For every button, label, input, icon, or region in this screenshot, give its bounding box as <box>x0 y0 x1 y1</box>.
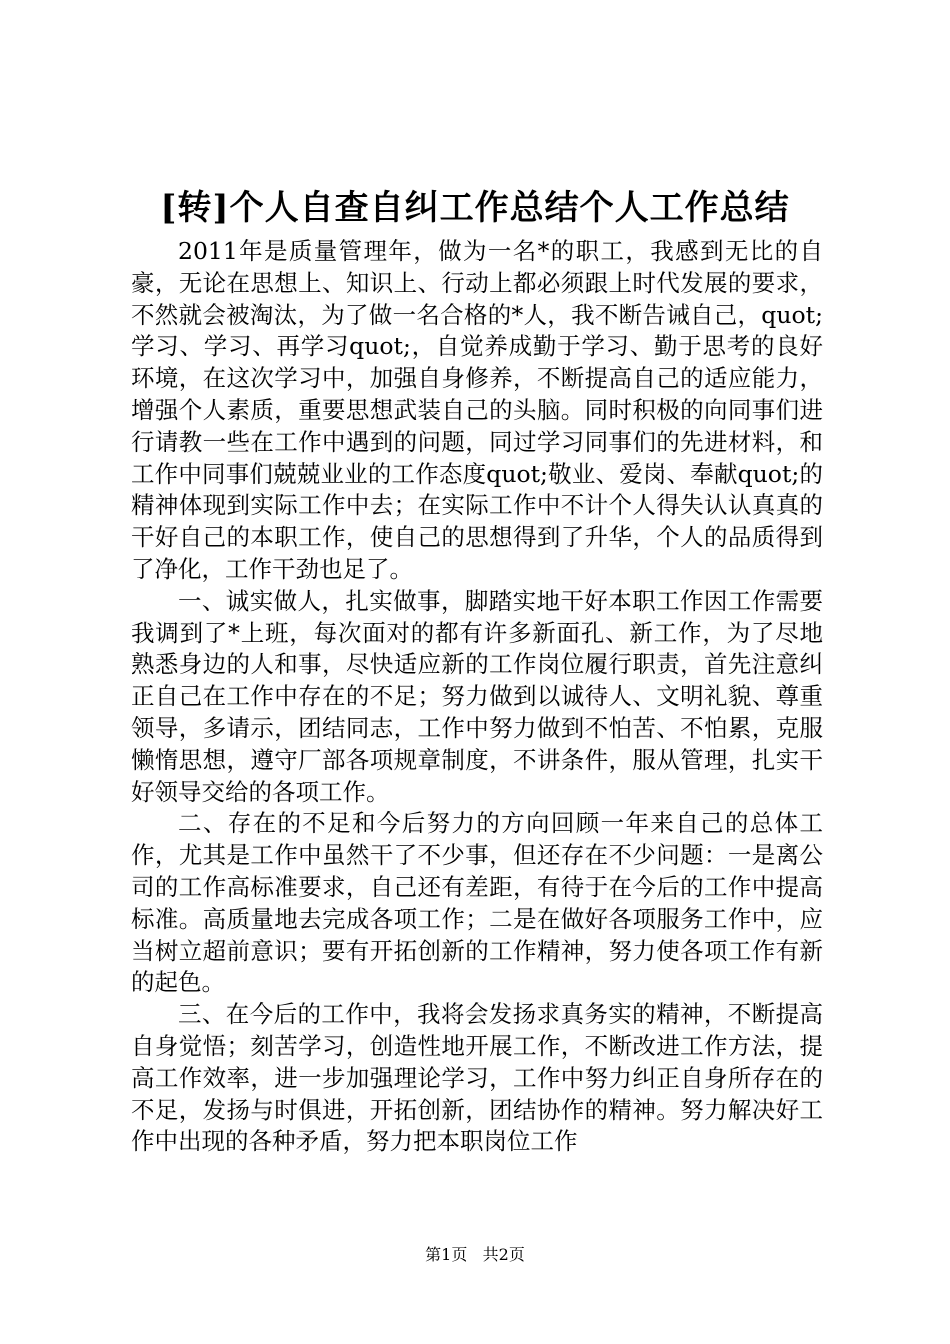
document-title: [转]个人自查自纠工作总结个人工作总结 <box>160 188 790 228</box>
paragraph-section-3: 三、在今后的工作中，我将会发扬求真务实的精神，不断提高自身觉悟；刻苦学习，创造性地开展工作，不断改进工作方法，提高工作效率，进一步加强理论学习，工作中努力纠正自身所存在的不足，发扬与时俱进，开拓创新，团结协作的精神。努力解决好工作中出现的各种矛盾，努力把本职岗位工作 <box>131 1000 823 1156</box>
page-footer <box>0 1243 950 1267</box>
page-number: 第1页 <box>425 1245 468 1264</box>
paragraph-section-2: 二、存在的不足和今后努力的方向回顾一年来自己的总体工作，尤其是工作中虽然干了不少事，但还存在不少问题：一是离公司的工作高标准要求，自己还有差距，有待于在今后的工作中提高标准。高质量地去完成各项工作；二是在做好各项服务工作中，应当树立超前意识；要有开拓创新的工作精神，努力使各项工作有新的起色。 <box>131 809 823 997</box>
paragraph-section-1: 一、诚实做人，扎实做事，脚踏实地干好本职工作因工作需要我调到了*上班，每次面对的都有许多新面孔、新工作，为了尽地熟悉身边的人和事，尽快适应新的工作岗位履行职责，首先注意纠正自己在工作中存在的不足；努力做到以诚待人、文明礼貌、尊重领导，多请示，团结同志，工作中努力做到不怕苦、不怕累，克服懒惰思想，遵守厂部各项规章制度，不讲条件，服从管理，扎实干好领导交给的各项工作。 <box>131 586 823 806</box>
paragraph-intro: 2011年是质量管理年，做为一名*的职工，我感到无比的自豪，无论在思想上、知识上、行动上都必须跟上时代发展的要求，不然就会被淘汰，为了做一名合格的*人，我不断告诫自己，quot;学习、学习、再学习quot;，自觉养成勤于学习、勤于思考的良好环境，在这次学习中，加强自身修养，不断提高自己的适应能力，增强个人素质，重要思想武装自己的头脑。同时积极的向同事们进行请教一些在工作中遇到的问题，同过学习同事们的先进材料，和工作中同事们兢兢业业的工作态度quot;敬业、爱岗、奉献quot;的精神体现到实际工作中去；在实际工作中不计个人得失认认真真的干好自己的本职工作，使自己的思想得到了升华，个人的品质得到了净化，工作干劲也足了。 <box>131 237 823 583</box>
page-total: 共2页 <box>482 1245 525 1264</box>
document-body <box>131 236 823 1158</box>
